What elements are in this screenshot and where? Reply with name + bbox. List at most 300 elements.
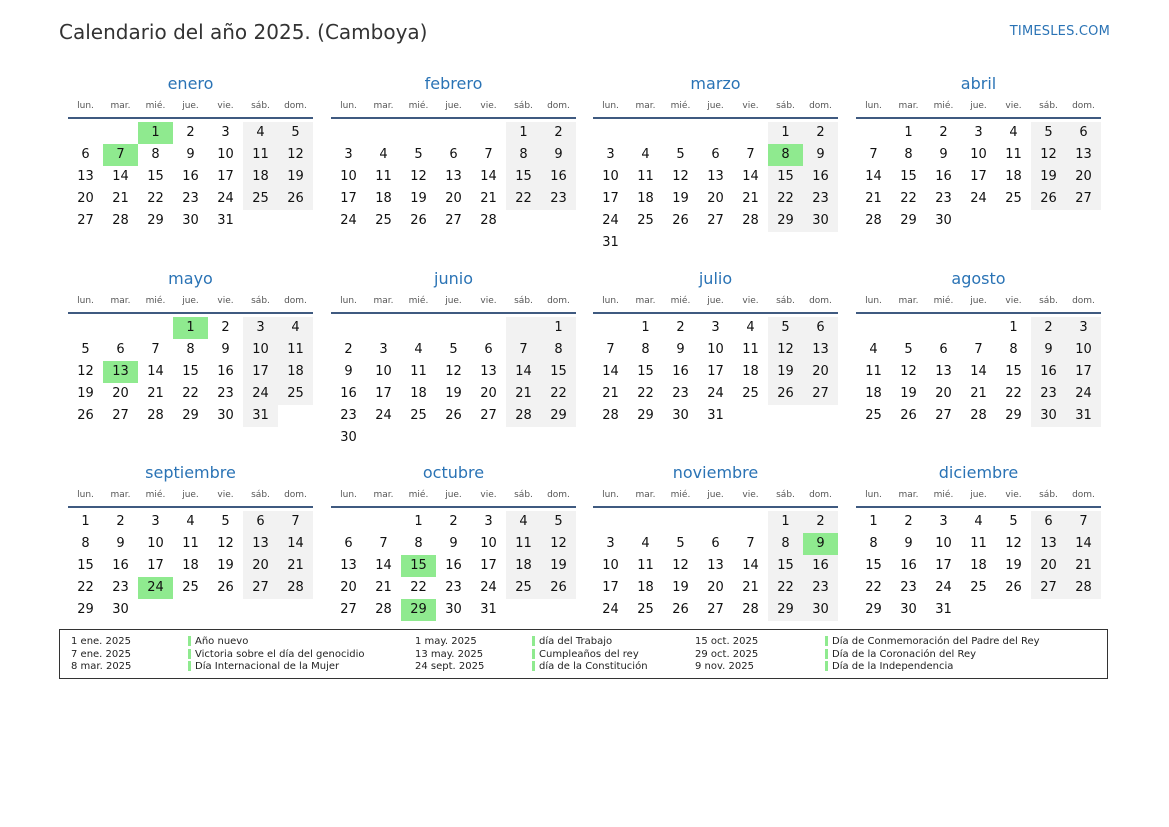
day-cell: 2 [541,122,576,144]
legend-color-key [532,636,535,674]
legend-dates-1 [71,636,131,674]
day-cell: 26 [445,408,462,423]
day-cell: 1 [1009,320,1018,335]
day-cell: 14 [112,169,129,184]
day-cell: 1 [641,320,650,335]
day-cell: 25 [637,213,654,228]
day-cell: 20 [1031,555,1066,577]
day-cell: 16 [217,364,234,379]
day-cell: 5 [541,511,576,533]
holiday-day: 9 [803,533,838,555]
day-cell: 24 [480,580,497,595]
day-cell: 25 [410,408,427,423]
day-cell: 18 [742,364,759,379]
day-cell: 26 [768,383,803,405]
day-cell: 11 [865,364,882,379]
day-cell: 5 [221,514,230,529]
day-cell: 19 [278,166,313,188]
day-cell: 30 [1031,405,1066,427]
month-agosto [856,268,1101,427]
day-cell: 21 [742,580,759,595]
day-cell: 16 [112,558,129,573]
day-cell: 17 [147,558,164,573]
day-cell: 28 [147,408,164,423]
day-cell: 7 [606,342,615,357]
day-cell: 21 [112,191,129,206]
weekday-label: sáb. [776,296,795,306]
day-cell: 12 [672,169,689,184]
day-cell: 1 [506,122,541,144]
weekday-header [593,99,838,119]
weekday-label: mié. [408,296,429,306]
day-cell: 9 [344,364,353,379]
day-cell: 25 [182,580,199,595]
day-cell: 8 [414,536,423,551]
day-grid [331,511,576,621]
day-grid [68,511,313,621]
empty-cell [506,317,541,339]
day-cell: 7 [484,147,493,162]
weekday-label: sáb. [1039,101,1058,111]
weekday-label: lun. [602,101,619,111]
weekday-label: vie. [217,490,234,500]
month-name: diciembre [938,463,1019,482]
weekday-label: lun. [865,490,882,500]
day-cell: 14 [970,364,987,379]
day-cell: 9 [676,342,685,357]
day-cell: 14 [742,169,759,184]
day-cell: 27 [445,213,462,228]
day-cell: 20 [77,191,94,206]
day-cell: 25 [243,188,278,210]
day-cell: 22 [410,580,427,595]
day-cell: 23 [182,191,199,206]
empty-cell [366,122,401,144]
day-cell: 7 [746,536,755,551]
weekday-header [593,488,838,508]
day-cell: 27 [340,602,357,617]
day-cell: 28 [1066,577,1101,599]
legend-date: 1 may. 2025 [415,636,477,647]
day-cell: 3 [606,147,615,162]
weekday-label: mar. [373,490,394,500]
day-cell: 15 [506,166,541,188]
day-cell: 11 [637,169,654,184]
day-grid [856,511,1101,621]
day-cell: 28 [506,405,541,427]
day-cell: 13 [77,169,94,184]
day-cell: 31 [1066,405,1101,427]
day-cell: 28 [742,213,759,228]
weekday-header [68,294,313,314]
day-grid [593,122,838,254]
weekday-label: dom. [284,490,307,500]
weekday-label: jue. [970,296,987,306]
weekday-label: mié. [933,101,954,111]
day-cell: 5 [449,342,458,357]
day-cell: 21 [480,191,497,206]
day-cell: 22 [541,383,576,405]
legend-date: 9 nov. 2025 [695,661,754,672]
weekday-label: mar. [898,101,919,111]
day-cell: 24 [602,213,619,228]
day-cell: 6 [711,147,720,162]
empty-cell [698,122,733,144]
month-name: febrero [424,74,483,93]
weekday-label: dom. [284,296,307,306]
day-cell: 8 [541,339,576,361]
weekday-label: mar. [373,101,394,111]
day-cell: 21 [602,386,619,401]
day-cell: 12 [77,364,94,379]
day-cell: 28 [112,213,129,228]
day-cell: 19 [1031,166,1066,188]
day-cell: 23 [900,580,917,595]
day-cell: 2 [803,511,838,533]
day-cell: 24 [340,213,357,228]
day-cell: 30 [803,210,838,232]
day-cell: 9 [541,144,576,166]
weekday-label: vie. [742,490,759,500]
day-cell: 14 [602,364,619,379]
weekday-label: mar. [635,490,656,500]
weekday-label: lun. [865,101,882,111]
day-cell: 20 [243,555,278,577]
day-cell: 25 [1005,191,1022,206]
weekday-label: jue. [970,101,987,111]
day-cell: 27 [707,602,724,617]
day-cell: 30 [340,430,357,445]
day-cell: 8 [81,536,90,551]
weekday-label: sáb. [251,296,270,306]
legend-date: 7 ene. 2025 [71,648,131,660]
empty-cell [436,317,471,339]
weekday-label: mar. [635,296,656,306]
day-cell: 21 [865,191,882,206]
legend-names-1 [195,636,365,674]
day-cell: 4 [379,147,388,162]
day-cell: 3 [379,342,388,357]
weekday-label: dom. [809,296,832,306]
legend-holiday-name: Día Internacional de la Mujer [195,661,340,672]
month-abril [856,73,1101,232]
weekday-label: vie. [1005,101,1022,111]
weekday-label: sáb. [251,490,270,500]
empty-cell [401,122,436,144]
legend-date: 8 mar. 2025 [71,661,132,672]
month-julio [593,268,838,427]
day-cell: 20 [1066,166,1101,188]
day-cell: 31 [935,602,952,617]
empty-cell [593,122,628,144]
day-cell: 22 [768,188,803,210]
weekday-label: jue. [445,101,462,111]
day-cell: 3 [243,317,278,339]
weekday-label: jue. [707,101,724,111]
weekday-header [856,488,1101,508]
day-cell: 23 [935,191,952,206]
day-cell: 28 [865,213,882,228]
day-cell: 7 [379,536,388,551]
weekday-label: dom. [547,490,570,500]
weekday-label: mar. [373,296,394,306]
day-cell: 9 [449,536,458,551]
weekday-label: mar. [110,296,131,306]
day-cell: 2 [221,320,230,335]
month-febrero [331,73,576,232]
day-cell: 13 [935,364,952,379]
weekday-label: mié. [670,296,691,306]
day-cell: 12 [410,169,427,184]
day-cell: 6 [939,342,948,357]
day-cell: 3 [711,320,720,335]
day-cell: 15 [541,361,576,383]
day-cell: 19 [768,361,803,383]
day-cell: 26 [541,577,576,599]
day-cell: 20 [112,386,129,401]
holiday-day: 8 [768,144,803,166]
day-cell: 11 [506,533,541,555]
holiday-legend [59,629,1108,679]
day-cell: 27 [77,213,94,228]
day-cell: 4 [1009,125,1018,140]
day-cell: 6 [449,147,458,162]
day-cell: 15 [637,364,654,379]
legend-date: 29 oct. 2025 [695,648,759,660]
weekday-label: lun. [340,490,357,500]
weekday-label: mié. [670,101,691,111]
day-cell: 7 [869,147,878,162]
day-cell: 3 [1066,317,1101,339]
legend-color-key [188,636,191,674]
empty-cell [103,122,138,144]
day-cell: 23 [112,580,129,595]
day-cell: 6 [81,147,90,162]
day-cell: 8 [869,536,878,551]
day-cell: 17 [970,169,987,184]
weekday-header [856,294,1101,314]
weekday-label: lun. [602,490,619,500]
empty-cell [891,317,926,339]
weekday-label: dom. [284,101,307,111]
day-cell: 27 [1066,188,1101,210]
legend-color-key [825,636,828,674]
empty-cell [593,511,628,533]
day-cell: 12 [672,558,689,573]
day-grid [68,122,313,232]
day-cell: 6 [344,536,353,551]
weekday-label: lun. [77,296,94,306]
day-cell: 14 [147,364,164,379]
day-cell: 4 [186,514,195,529]
day-cell: 28 [970,408,987,423]
day-cell: 12 [217,536,234,551]
day-cell: 2 [939,125,948,140]
weekday-label: jue. [707,296,724,306]
weekday-header [593,294,838,314]
day-grid [593,317,838,427]
day-cell: 29 [768,210,803,232]
weekday-label: jue. [445,490,462,500]
empty-cell [471,122,506,144]
day-grid [593,511,838,621]
day-cell: 13 [1066,144,1101,166]
month-name: enero [167,74,214,93]
day-cell: 25 [278,383,313,405]
day-cell: 17 [935,558,952,573]
day-cell: 23 [672,386,689,401]
day-cell: 28 [602,408,619,423]
day-cell: 23 [217,386,234,401]
day-cell: 1 [414,514,423,529]
day-cell: 8 [768,533,803,555]
day-cell: 16 [1031,361,1066,383]
day-cell: 11 [278,339,313,361]
weekday-label: mié. [145,101,166,111]
day-cell: 12 [278,144,313,166]
month-name: abril [960,74,997,93]
day-cell: 6 [711,536,720,551]
weekday-label: dom. [547,101,570,111]
day-cell: 18 [375,191,392,206]
day-cell: 22 [900,191,917,206]
holiday-day: 7 [103,144,138,166]
day-cell: 3 [221,125,230,140]
day-cell: 10 [480,536,497,551]
month-name: marzo [690,74,741,93]
day-cell: 10 [935,536,952,551]
day-cell: 9 [221,342,230,357]
empty-cell [663,122,698,144]
day-cell: 10 [340,169,357,184]
day-cell: 24 [970,191,987,206]
day-cell: 8 [151,147,160,162]
weekday-label: mar. [635,101,656,111]
month-marzo [593,73,838,254]
day-cell: 23 [340,408,357,423]
day-cell: 16 [445,558,462,573]
day-cell: 18 [970,558,987,573]
day-cell: 6 [1066,122,1101,144]
day-cell: 22 [147,191,164,206]
day-cell: 3 [344,147,353,162]
day-cell: 1 [869,514,878,529]
day-cell: 5 [768,317,803,339]
day-cell: 13 [1031,533,1066,555]
legend-date: 24 sept. 2025 [415,661,485,672]
day-cell: 10 [1066,339,1101,361]
weekday-label: mié. [408,101,429,111]
day-cell: 11 [375,169,392,184]
day-cell: 9 [803,144,838,166]
legend-date: 15 oct. 2025 [695,636,759,647]
day-cell: 26 [77,408,94,423]
empty-cell [733,511,768,533]
day-cell: 29 [900,213,917,228]
weekday-label: dom. [809,490,832,500]
weekday-label: vie. [217,101,234,111]
day-cell: 13 [340,558,357,573]
legend-holiday-name: Victoria sobre el día del genocidio [195,648,365,660]
weekday-label: sáb. [1039,296,1058,306]
month-name: agosto [951,269,1006,288]
weekday-label: mié. [145,296,166,306]
day-cell: 18 [243,166,278,188]
weekday-label: sáb. [514,296,533,306]
day-cell: 30 [182,213,199,228]
weekday-label: lun. [77,101,94,111]
day-cell: 5 [904,342,913,357]
day-cell: 18 [278,361,313,383]
day-cell: 4 [414,342,423,357]
day-cell: 27 [112,408,129,423]
day-cell: 22 [182,386,199,401]
empty-cell [103,317,138,339]
day-cell: 19 [900,386,917,401]
weekday-label: mié. [408,490,429,500]
day-cell: 7 [151,342,160,357]
day-cell: 27 [803,383,838,405]
empty-cell [856,317,891,339]
legend-holiday-name: Día de la Coronación del Rey [832,648,977,660]
day-cell: 6 [116,342,125,357]
day-cell: 14 [742,558,759,573]
site-link[interactable]: TIMESLES.COM [1009,24,1110,39]
day-cell: 31 [480,602,497,617]
day-cell: 10 [602,169,619,184]
day-cell: 15 [147,169,164,184]
day-cell: 15 [900,169,917,184]
day-cell: 2 [1031,317,1066,339]
day-cell: 2 [904,514,913,529]
day-cell: 23 [1031,383,1066,405]
weekday-label: vie. [480,101,497,111]
weekday-label: sáb. [514,490,533,500]
day-cell: 5 [676,147,685,162]
day-cell: 3 [606,536,615,551]
day-cell: 20 [935,386,952,401]
day-cell: 19 [217,558,234,573]
day-cell: 12 [768,339,803,361]
day-cell: 16 [803,555,838,577]
day-cell: 17 [602,191,619,206]
page-title: Calendario del año 2025. (Camboya) [59,20,428,44]
day-cell: 27 [243,577,278,599]
day-cell: 26 [278,188,313,210]
day-cell: 10 [707,342,724,357]
day-cell: 19 [672,580,689,595]
weekday-label: vie. [1005,490,1022,500]
weekday-label: lun. [340,101,357,111]
weekday-label: dom. [1072,296,1095,306]
day-cell: 24 [375,408,392,423]
month-name: septiembre [145,463,236,482]
day-cell: 25 [742,386,759,401]
day-cell: 5 [1009,514,1018,529]
weekday-label: sáb. [251,101,270,111]
day-cell: 11 [410,364,427,379]
weekday-label: lun. [77,490,94,500]
day-cell: 12 [900,364,917,379]
day-cell: 14 [375,558,392,573]
day-cell: 31 [243,405,278,427]
day-cell: 15 [77,558,94,573]
day-cell: 19 [410,191,427,206]
day-cell: 10 [147,536,164,551]
day-cell: 11 [243,144,278,166]
weekday-label: mar. [898,296,919,306]
day-cell: 11 [182,536,199,551]
